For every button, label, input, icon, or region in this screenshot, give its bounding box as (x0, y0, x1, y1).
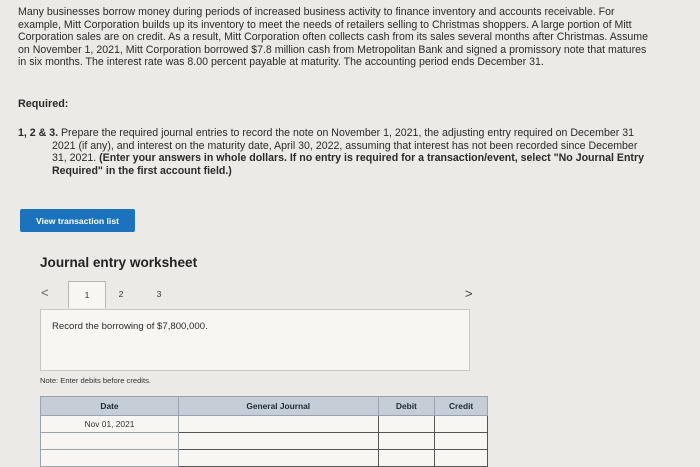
problem-line: on November 1, 2021, Mitt Corporation borrowed $7.8 million cash from Metropolitan Bank and signed a promissory note that matures (18, 43, 647, 56)
required-heading: Required: (18, 98, 69, 110)
date-cell[interactable] (41, 450, 179, 467)
tab-entry-1[interactable]: 1 (68, 281, 106, 308)
instructions-text: 31, 2021. (52, 152, 100, 165)
problem-line: Many businesses borrow money during periods of increased business activity to finance inventory and accounts receivable. For (18, 6, 615, 18)
worksheet-title: Journal entry worksheet (40, 255, 198, 270)
account-input[interactable] (178, 450, 378, 467)
credit-input[interactable] (435, 416, 488, 433)
entry-description: Record the borrowing of $7,800,000. (52, 321, 208, 332)
instructions (18, 127, 686, 177)
instructions-line: 2021 (if any), and interest on the maturity date, April 30, 2022, assuming that interest has not been recorded since December (52, 139, 638, 152)
instructions-line-4 (18, 165, 686, 178)
instructions-bold-text: Required" in the first account field.) (52, 164, 232, 177)
table-row (41, 416, 488, 433)
problem-line: in six months. The interest rate was 8.00 percent payable at maturity. The accounting period ends December 31. (18, 56, 544, 69)
instructions-number: 1, 2 & 3. (18, 127, 59, 139)
table-header-row (41, 397, 488, 416)
column-header-debit: Debit (378, 397, 435, 416)
previous-entry-icon[interactable]: < (41, 285, 49, 300)
instructions-bold-text: (Enter your answers in whole dollars. If no entry is required for a transaction/event, select "No Journal Entry (99, 152, 644, 165)
view-transaction-list-button[interactable]: View transaction list (20, 209, 135, 232)
debit-input[interactable] (378, 450, 435, 467)
table-row (41, 450, 488, 467)
column-header-general-journal: General Journal (178, 397, 378, 416)
tab-entry-3[interactable]: 3 (156, 289, 162, 299)
account-input[interactable] (178, 433, 378, 450)
credit-input[interactable] (435, 450, 488, 467)
entry-description-box (40, 309, 470, 371)
problem-line: example, Mitt Corporation builds up its inventory to meet the needs of retailers selling to Christmas shoppers. A large portion of Mitt (18, 18, 632, 31)
table-row (41, 433, 488, 450)
account-input[interactable] (178, 416, 378, 433)
problem-statement (18, 6, 694, 69)
column-header-date: Date (41, 397, 179, 416)
debit-credit-note: Note: Enter debits before credits. (40, 376, 152, 385)
debit-input[interactable] (378, 416, 435, 433)
credit-input[interactable] (435, 433, 488, 450)
problem-line: Corporation sales are on credit. As a result, Mitt Corporation often collects cash from its sales several months after Christmas. Assume (18, 31, 648, 44)
date-cell[interactable] (41, 433, 179, 450)
instructions-line-3 (18, 152, 686, 165)
date-cell[interactable]: Nov 01, 2021 (41, 416, 179, 433)
column-header-credit: Credit (435, 397, 488, 416)
instructions-line: Prepare the required journal entries to record the note on November 1, 2021, the adjusting entry required on December 31 (58, 127, 634, 139)
next-entry-icon[interactable]: > (465, 286, 473, 301)
debit-input[interactable] (378, 433, 435, 450)
tab-entry-2[interactable]: 2 (118, 289, 124, 299)
journal-entry-table (40, 396, 488, 467)
